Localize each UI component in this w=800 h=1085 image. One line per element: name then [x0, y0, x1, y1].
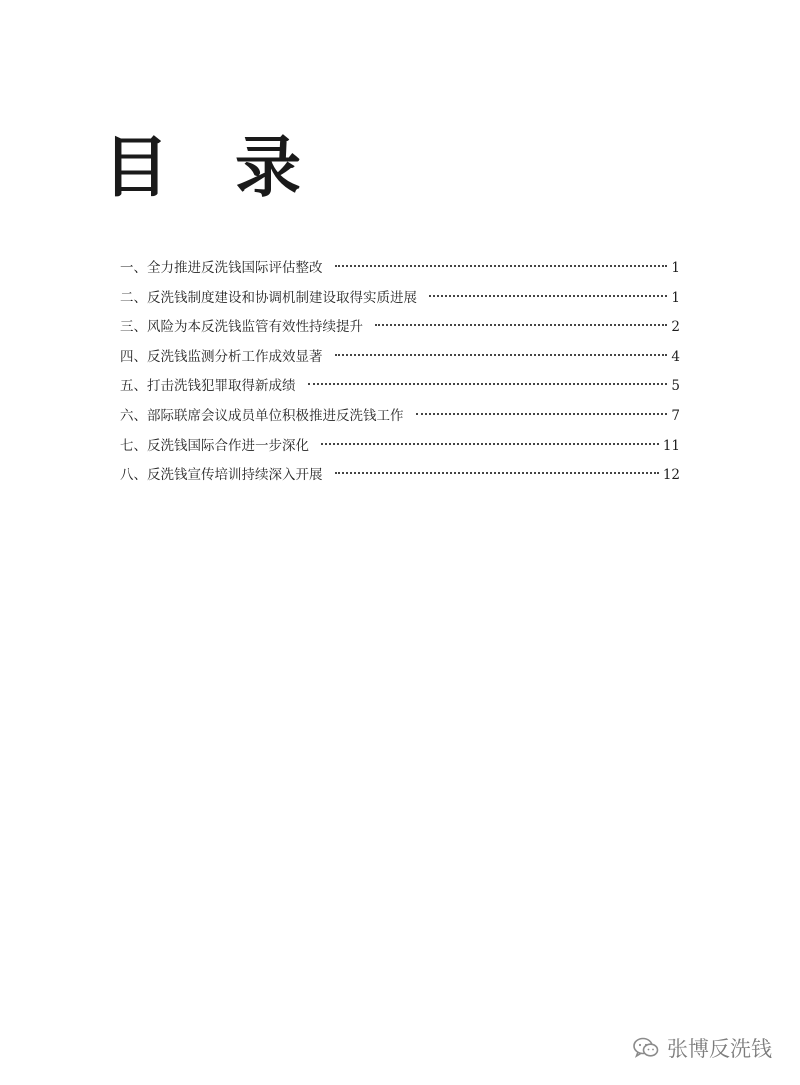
toc-entry-label: 二、反洗钱制度建设和协调机制建设取得实质进展 — [120, 289, 417, 306]
toc-entry-label: 六、部际联席会议成员单位积极推进反洗钱工作 — [120, 407, 404, 424]
toc-leader-dots — [321, 443, 659, 445]
toc-entry[interactable] — [120, 465, 680, 495]
toc-leader-dots — [335, 472, 659, 474]
toc-entry-page: 5 — [671, 378, 680, 395]
toc-entry-page: 4 — [671, 348, 680, 365]
toc-entry-label: 五、打击洗钱犯罪取得新成绩 — [120, 378, 296, 395]
watermark-text: 张博反洗钱 — [667, 1037, 772, 1061]
toc-entry-page: 12 — [662, 467, 680, 484]
toc-entry-label: 七、反洗钱国际合作进一步深化 — [120, 437, 309, 454]
toc-entry-label: 一、全力推进反洗钱国际评估整改 — [120, 260, 323, 276]
toc-entry-page: 7 — [671, 407, 680, 424]
toc-entry-label: 三、风险为本反洗钱监管有效性持续提升 — [120, 319, 363, 336]
toc-entry-page: 11 — [662, 437, 680, 454]
toc-entry[interactable] — [120, 288, 680, 318]
toc-entry-label: 四、反洗钱监测分析工作成效显著 — [120, 348, 323, 365]
toc-entry[interactable] — [120, 406, 680, 436]
toc-entry-page: 1 — [671, 260, 680, 276]
toc-leader-dots — [416, 413, 668, 415]
watermark — [633, 1033, 772, 1063]
toc-leader-dots — [429, 295, 667, 297]
toc-entry-page: 2 — [671, 319, 680, 336]
toc-entry[interactable] — [120, 347, 680, 377]
toc-entry-page: 1 — [671, 289, 680, 306]
toc-leader-dots — [375, 324, 667, 326]
toc-leader-dots — [335, 265, 668, 267]
wechat-icon — [633, 1037, 659, 1059]
toc-entry[interactable] — [120, 376, 680, 406]
toc-leader-dots — [335, 354, 668, 356]
table-of-contents — [120, 258, 680, 495]
page-title: 目录 — [103, 129, 367, 206]
toc-entry-label: 八、反洗钱宣传培训持续深入开展 — [120, 467, 323, 484]
toc-entry[interactable] — [120, 258, 680, 288]
toc-entry[interactable] — [120, 317, 680, 347]
toc-entry[interactable] — [120, 436, 680, 466]
toc-leader-dots — [308, 383, 668, 385]
